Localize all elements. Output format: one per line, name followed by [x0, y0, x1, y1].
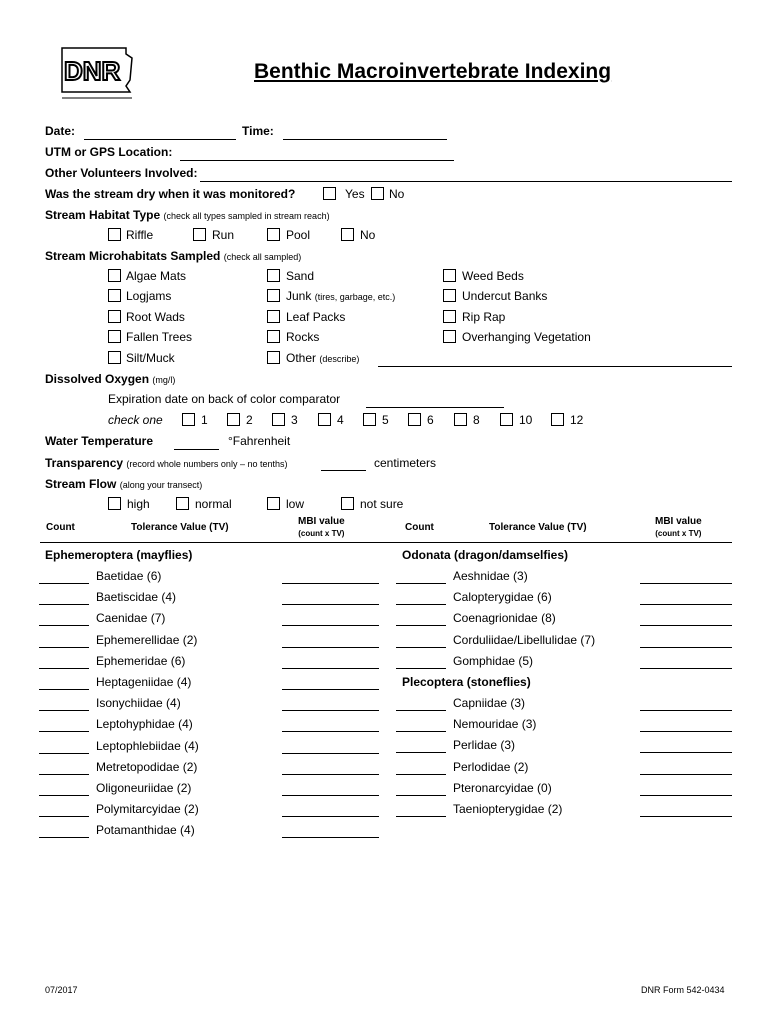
micro-silt-checkbox[interactable] — [108, 351, 121, 364]
do-10-label: 10 — [519, 413, 533, 427]
do-4-label: 4 — [337, 413, 344, 427]
location-field[interactable] — [180, 160, 454, 161]
volunteers-label: Other Volunteers Involved: — [45, 166, 198, 180]
habitat-label — [45, 208, 330, 222]
location-label: UTM or GPS Location: — [45, 145, 173, 159]
count-field[interactable] — [39, 689, 89, 690]
footer-form: DNR Form 542-0434 — [641, 985, 725, 995]
left-tv-header: Tolerance Value (TV) — [131, 522, 229, 533]
expiration-field[interactable] — [366, 407, 504, 408]
flow-label-text: Stream Flow — [45, 477, 117, 491]
page-title: Benthic Macroinvertebrate Indexing — [254, 60, 612, 83]
mbi-field[interactable] — [640, 604, 732, 605]
volunteers-field[interactable] — [200, 181, 732, 182]
flow-low-label: low — [286, 497, 305, 511]
micro-sand-checkbox[interactable] — [267, 269, 280, 282]
count-field[interactable] — [39, 710, 89, 711]
habitat-riffle-label: Riffle — [126, 228, 154, 242]
micro-junk-label — [286, 289, 395, 303]
taxon-name: Baetiscidae (4) — [96, 590, 177, 605]
micro-other-label — [286, 351, 359, 365]
habitat-note: (check all types sampled in stream reach) — [163, 211, 330, 221]
footer-date: 07/2017 — [45, 985, 78, 995]
do-5-checkbox[interactable] — [363, 413, 376, 426]
micro-overhanging-label: Overhanging Vegetation — [462, 330, 591, 344]
micro-rootwads-checkbox[interactable] — [108, 310, 121, 323]
do-5-label: 5 — [382, 413, 389, 427]
mbi-field[interactable] — [640, 625, 732, 626]
count-field[interactable] — [396, 647, 446, 648]
taxon-name: Calopterygidae (6) — [453, 590, 552, 605]
left-mbi-header — [298, 516, 345, 540]
micro-sand-label: Sand — [286, 269, 315, 283]
do-6-checkbox[interactable] — [408, 413, 421, 426]
date-label: Date: — [45, 124, 76, 138]
dry-no-checkbox[interactable] — [371, 187, 384, 200]
micro-rocks-checkbox[interactable] — [267, 330, 280, 343]
micro-logjams-label: Logjams — [126, 289, 172, 303]
taxon-name: Baetidae (6) — [96, 569, 162, 583]
flow-normal-checkbox[interactable] — [176, 497, 189, 510]
do-3-checkbox[interactable] — [272, 413, 285, 426]
habitat-no-label: No — [360, 228, 376, 242]
taxon-name: Caenidae (7) — [96, 611, 166, 626]
habitat-riffle-checkbox[interactable] — [108, 228, 121, 241]
micro-other-field[interactable] — [378, 366, 732, 367]
habitat-pool-checkbox[interactable] — [267, 228, 280, 241]
temperature-field[interactable] — [174, 449, 219, 450]
right-mbi-header-line1: MBI value — [655, 516, 702, 527]
micro-overhanging-checkbox[interactable] — [443, 330, 456, 343]
mbi-field[interactable] — [640, 647, 732, 648]
right-tv-header: Tolerance Value (TV) — [489, 522, 587, 533]
flow-normal-label: normal — [195, 497, 232, 511]
check-one-label: check one — [108, 413, 163, 427]
mbi-field[interactable] — [282, 625, 379, 626]
left-mbi-header-line2: (count x TV) — [298, 529, 345, 538]
oxygen-label-text: Dissolved Oxygen — [45, 372, 150, 386]
micro-other-note: (describe) — [319, 354, 360, 364]
oxygen-unit: (mg/l) — [152, 375, 176, 385]
micro-fallentrees-label: Fallen Trees — [126, 330, 193, 344]
microhabitats-label-text: Stream Microhabitats Sampled — [45, 249, 221, 263]
count-field[interactable] — [39, 583, 89, 584]
mbi-field[interactable] — [640, 752, 732, 753]
count-field[interactable] — [396, 625, 446, 626]
taxon-name: Ephemeridae (6) — [96, 653, 186, 668]
mbi-field[interactable] — [282, 647, 379, 648]
do-2-checkbox[interactable] — [227, 413, 240, 426]
right-group-title-odonata: Odonata (dragon/damselfies) — [402, 548, 569, 562]
mbi-field[interactable] — [282, 837, 379, 838]
mbi-field[interactable] — [282, 668, 379, 669]
transparency-unit: centimeters — [374, 456, 437, 470]
mbi-field[interactable] — [282, 604, 379, 605]
taxon-name: Nemouridae (3) — [453, 717, 537, 732]
taxon-name: Oligoneuriidae (2) — [96, 781, 192, 795]
taxon-name: Gomphidae (5) — [453, 653, 534, 668]
microhabitats-label — [45, 249, 301, 263]
habitat-label-text: Stream Habitat Type — [45, 208, 161, 222]
count-field[interactable] — [396, 816, 446, 817]
count-field[interactable] — [39, 604, 89, 605]
micro-leafpacks-checkbox[interactable] — [267, 310, 280, 323]
taxon-name: Perlodidae (2) — [453, 759, 529, 774]
mbi-field[interactable] — [640, 710, 732, 711]
time-field[interactable] — [283, 139, 447, 140]
habitat-run-label: Run — [212, 228, 235, 242]
dry-yes-checkbox[interactable] — [323, 187, 336, 200]
temperature-unit: °Fahrenheit — [228, 434, 291, 448]
taxon-name: Metretopodidae (2) — [96, 759, 198, 774]
micro-undercut-label: Undercut Banks — [462, 289, 548, 303]
taxon-name: Potamanthidae (4) — [96, 823, 195, 838]
flow-notsure-checkbox[interactable] — [341, 497, 354, 510]
mbi-field[interactable] — [282, 753, 379, 754]
transparency-field[interactable] — [321, 470, 366, 471]
micro-other-text: Other — [286, 351, 317, 365]
do-8-checkbox[interactable] — [454, 413, 467, 426]
micro-silt-label: Silt/Muck — [126, 351, 175, 365]
do-4-checkbox[interactable] — [318, 413, 331, 426]
mbi-field[interactable] — [640, 816, 732, 817]
flow-high-label: high — [127, 497, 150, 511]
time-label: Time: — [242, 124, 274, 138]
micro-junk-checkbox[interactable] — [267, 289, 280, 302]
count-field[interactable] — [39, 753, 89, 754]
micro-algae-checkbox[interactable] — [108, 269, 121, 282]
do-3-label: 3 — [291, 413, 298, 427]
do-12-label: 12 — [570, 413, 584, 427]
temperature-label: Water Temperature — [45, 434, 154, 448]
flow-label — [45, 477, 202, 491]
flow-notsure-label: not sure — [360, 497, 404, 511]
micro-rootwads-label: Root Wads — [126, 310, 185, 324]
right-mbi-header-line2: (count x TV) — [655, 529, 702, 538]
micro-weedbeds-checkbox[interactable] — [443, 269, 456, 282]
count-field[interactable] — [39, 795, 89, 796]
flow-high-checkbox[interactable] — [108, 497, 121, 510]
micro-junk-note: (tires, garbage, etc.) — [314, 292, 396, 302]
left-mbi-header-line1: MBI value — [298, 516, 345, 527]
taxon-name: Taeniopterygidae (2) — [453, 802, 563, 816]
dnr-logo — [56, 44, 136, 100]
microhabitats-note: (check all sampled) — [223, 252, 302, 262]
taxon-name: Leptophlebiidae (4) — [96, 738, 199, 753]
left-count-header: Count — [46, 522, 75, 533]
left-group-title: Ephemeroptera (mayflies) — [45, 548, 193, 562]
mbi-field[interactable] — [640, 583, 732, 584]
oxygen-label — [45, 372, 175, 386]
table-header-rule — [40, 542, 732, 543]
micro-fallentrees-checkbox[interactable] — [108, 330, 121, 343]
do-12-checkbox[interactable] — [551, 413, 564, 426]
dry-no-label: No — [389, 187, 405, 201]
micro-logjams-checkbox[interactable] — [108, 289, 121, 302]
count-field[interactable] — [396, 731, 446, 732]
habitat-pool-label: Pool — [286, 228, 311, 242]
count-field[interactable] — [39, 837, 89, 838]
mbi-field[interactable] — [282, 689, 379, 690]
expiration-label: Expiration date on back of color comparator — [108, 392, 341, 406]
right-group-title-plecoptera: Plecoptera (stoneflies) — [402, 675, 531, 689]
habitat-no-checkbox[interactable] — [341, 228, 354, 241]
mbi-field[interactable] — [640, 668, 732, 669]
taxon-name: Corduliidae/Libellulidae (7) — [453, 632, 596, 647]
dry-yes-label: Yes — [345, 187, 365, 201]
taxon-name: Isonychiidae (4) — [96, 696, 181, 711]
count-field[interactable] — [39, 668, 89, 669]
count-field[interactable] — [396, 668, 446, 669]
micro-algae-label: Algae Mats — [126, 269, 187, 283]
do-6-label: 6 — [427, 413, 434, 427]
do-8-label: 8 — [473, 413, 480, 427]
micro-weedbeds-label: Weed Beds — [462, 269, 524, 283]
count-field[interactable] — [396, 583, 446, 584]
taxon-name: Aeshnidae (3) — [453, 569, 528, 583]
mbi-field[interactable] — [640, 774, 732, 775]
date-field[interactable] — [84, 139, 236, 140]
logo-text: DNR — [64, 56, 121, 86]
taxon-name: Coenagrionidae (8) — [453, 611, 556, 626]
mbi-field[interactable] — [282, 816, 379, 817]
right-mbi-header — [655, 516, 702, 540]
count-field[interactable] — [396, 604, 446, 605]
count-field[interactable] — [39, 731, 89, 732]
count-field[interactable] — [396, 710, 446, 711]
mbi-field[interactable] — [282, 795, 379, 796]
mbi-field[interactable] — [282, 583, 379, 584]
mbi-field[interactable] — [282, 710, 379, 711]
dry-question: Was the stream dry when it was monitored? — [45, 187, 296, 201]
flow-note: (along your transect) — [119, 480, 203, 490]
do-1-label: 1 — [201, 413, 208, 427]
count-field[interactable] — [39, 625, 89, 626]
transparency-label — [45, 456, 287, 470]
micro-junk-text: Junk — [286, 289, 312, 303]
count-field[interactable] — [39, 816, 89, 817]
transparency-label-text: Transparency — [45, 456, 124, 470]
taxon-name: Polymitarcyidae (2) — [96, 802, 199, 817]
micro-riprap-checkbox[interactable] — [443, 310, 456, 323]
taxon-name: Ephemerellidae (2) — [96, 632, 198, 647]
micro-other-checkbox[interactable] — [267, 351, 280, 364]
micro-rocks-label: Rocks — [286, 330, 320, 344]
flow-low-checkbox[interactable] — [267, 497, 280, 510]
do-1-checkbox[interactable] — [182, 413, 195, 426]
taxon-name: Leptohyphidae (4) — [96, 717, 193, 732]
habitat-run-checkbox[interactable] — [193, 228, 206, 241]
micro-leafpacks-label: Leaf Packs — [286, 310, 346, 324]
do-2-label: 2 — [246, 413, 253, 427]
do-10-checkbox[interactable] — [500, 413, 513, 426]
taxon-name: Capniidae (3) — [453, 696, 526, 710]
mbi-field[interactable] — [640, 731, 732, 732]
mbi-field[interactable] — [640, 795, 732, 796]
count-field[interactable] — [396, 774, 446, 775]
right-count-header: Count — [405, 522, 434, 533]
taxon-name: Pteronarcyidae (0) — [453, 780, 552, 795]
taxon-name: Heptageniidae (4) — [96, 675, 192, 689]
count-field[interactable] — [39, 774, 89, 775]
micro-riprap-label: Rip Rap — [462, 310, 506, 324]
count-field[interactable] — [39, 647, 89, 648]
mbi-field[interactable] — [282, 731, 379, 732]
count-field[interactable] — [396, 795, 446, 796]
mbi-field[interactable] — [282, 774, 379, 775]
transparency-note: (record whole numbers only – no tenths) — [126, 459, 288, 469]
count-field[interactable] — [396, 752, 446, 753]
taxon-name: Perlidae (3) — [453, 738, 516, 753]
micro-undercut-checkbox[interactable] — [443, 289, 456, 302]
